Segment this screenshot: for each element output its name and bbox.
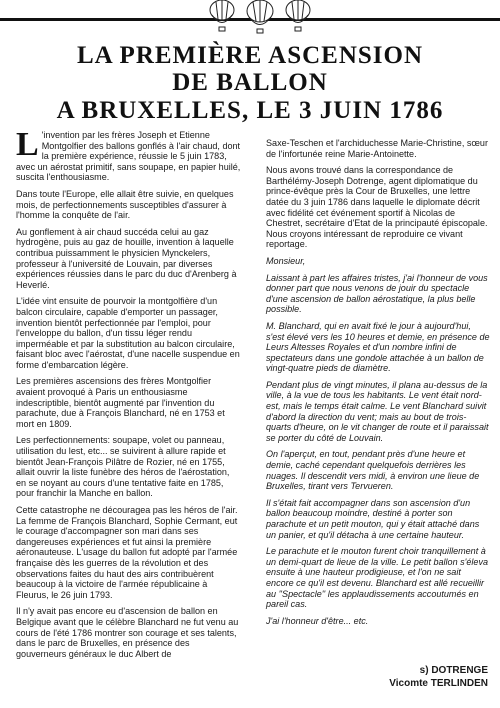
letter-paragraph: Le parachute et le mouton furent choir tranquillement à un demi-quart de lieue de la ville. Le petit ballon s'éleva ensuite à une hauteur prodigieuse, et l'on ne sait encore ce qu'il est devenu. Blanchard est allé recueillir au ''Spectacle'' les applaudissements accoutumés en pareil cas. bbox=[266, 546, 489, 610]
balloon-icon bbox=[247, 0, 273, 33]
letter-paragraph: On l'aperçut, en tout, pendant près d'une heure et demie, caché cependant quelquefois derrières les nuages. Il descendit vers midi, à environ une lieue de Bruxelles, tirant vers Tervueren. bbox=[266, 449, 480, 492]
letter-paragraph: Il s'était fait accompagner dans son ascension d'un ballon beaucoup moindre, destiné à porter son parachute et un petit mouton, qui y était attaché dans un panier, et qu'il détacha à une certaine hauteur. bbox=[266, 497, 480, 540]
letter-paragraph: M. Blanchard, qui en avait fixé le jour à aujourd'hui, s'est élevé vers les 10 heures et demie, en présence de Leurs Altesses Royales et d'un nombre infini de spectateurs dans une gondole attachée à un ballon de vingt-quatre pieds de diamètre. bbox=[266, 320, 490, 374]
letter-closing: J'ai l'honneur d'être... etc. bbox=[266, 615, 369, 626]
drop-cap: L bbox=[16, 126, 39, 163]
article-title bbox=[0, 42, 500, 126]
signature-dotrenge bbox=[389, 664, 488, 677]
title-line-1: LA PREMIÈRE ASCENSION bbox=[76, 42, 424, 69]
paragraph: Les premières ascensions des frères Montgolfier avaient provoqué à Paris un enthousiasme indescriptible, bientôt augmenté par l'invention du parachute, due à François Blanchard, né en 1753 et mort en 1809. bbox=[16, 376, 225, 429]
signature-block bbox=[389, 664, 488, 690]
paragraph: Nous avons trouvé dans la correspondance de Barthélémy-Joseph Dotrenge, agent diplomatique du prince-évêque près la Cour de Bruxelles, une lettre datée du 3 juin 1786 dans laquelle le diplomate décrit avec fidélité cet événement sportif à Nicolas de Chestret, secrétaire d'Etat de la principauté épiscopale. Nous croyons intéressant de reproduire ce vivant reportage. bbox=[266, 165, 488, 250]
balloon-icon bbox=[210, 0, 234, 31]
balloon-icon bbox=[286, 0, 310, 31]
letter-salutation: Monsieur, bbox=[266, 255, 306, 266]
paragraph: Il n'y avait pas encore eu d'ascension de ballon en Belgique avant que le célèbre Blanchard ne fut venu au cours de l'été 1786 montrer son courage et ses talents, dans le parc de Bruxelles, en présence des gouverneurs généraux le duc Albert de bbox=[16, 606, 239, 659]
left-column bbox=[16, 126, 241, 665]
author-name: Vicomte TERLINDEN bbox=[389, 678, 488, 689]
signature-prefix: s) bbox=[419, 665, 429, 676]
paragraph: Les perfectionnements: soupape, volet ou panneau, utilisation du lest, etc... se suivirent à allure rapide et bientôt Jean-François Pilâtre de Rozier, né en 1755, allait ouvrir la liste funèbre des héros de l'aérostation, en se noyant au cours d'une tentative faite en 1785, pour franchir la Manche en ballon. bbox=[16, 435, 230, 499]
letter-paragraph: Laissant à part les affaires tristes, j'ai l'honneur de vous donner part que nous venons de jouir du spectacle d'une ascension de ballon aérostatique, la plus belle possible. bbox=[266, 272, 488, 315]
article-body bbox=[16, 126, 494, 690]
letter-paragraph: Pendant plus de vingt minutes, il plana au-dessus de la ville, à la vue de tous les habitants. Le vent était nord-est, mais le temps était calme. Le vent Blanchard suivit d'abord la direction du vent; mais au bout de trois-quarts d'heure, on le vit changer de route et il paraissait se porter du côté de Louvain. bbox=[266, 379, 489, 443]
title-line-2: DE BALLON bbox=[172, 69, 328, 96]
paragraph: L 'invention par les frères Joseph et Etienne Montgolfier des ballons gonflés à l'air chaud, dont la première expérience, réussie le 5 juin 1783, avec un aérostat primitif, sans soupape, en papier huilé, suscita l'enthousiasme. bbox=[16, 126, 241, 183]
paragraph: Cette catastrophe ne découragea pas les héros de l'air. La femme de François Blanchard, Sophie Cermant, eut le courage d'accompagner son mari dans ses dangereuses expériences et fut ainsi la première aéronauteuse. L'usage du ballon fut adopté par l'armée française dès les guerres de la révolution et des observations faites du haut des airs contribuèrent beaucoup à la victoire de l'armée républicaine à Fleurus, le 26 juin 1793. bbox=[16, 505, 238, 600]
paragraph: L'idée vint ensuite de pourvoir la montgolfière d'un balcon circulaire, capable d'emporter un passager, invention bientôt perfectionnée par l'emploi, pour l'enveloppe du ballon, d'un tissu léger rendu imperméable et par la substitution au balcon circulaire, faisant bloc avec l'aérostat, d'une nacelle suspendue en forme d'embarcation légère. bbox=[16, 296, 240, 370]
signature-name: DOTRENGE bbox=[431, 665, 488, 676]
balloons-illustration bbox=[200, 0, 320, 36]
title-line-3: A BRUXELLES, LE 3 JUIN 1786 bbox=[56, 97, 444, 124]
paragraph: Dans toute l'Europe, elle allait être suivie, en quelques mois, de perfectionnements susceptibles d'assurer à l'homme la conquête de l'air. bbox=[16, 188, 234, 221]
paragraph: Au gonflement à air chaud succéda celui au gaz hydrogène, puis au gaz de houille, invention à laquelle contribua puissamment le physicien Mynckelers, professeur à l'université de Louvain, par diverses expériences réussies dans le parc du duc d'Arenberg à Heverlé. bbox=[16, 226, 237, 290]
right-column bbox=[266, 138, 491, 632]
paragraph: Saxe-Teschen et l'archiduchesse Marie-Christine, sœur de l'infortunée reine Marie-Antoinette. bbox=[266, 138, 488, 159]
